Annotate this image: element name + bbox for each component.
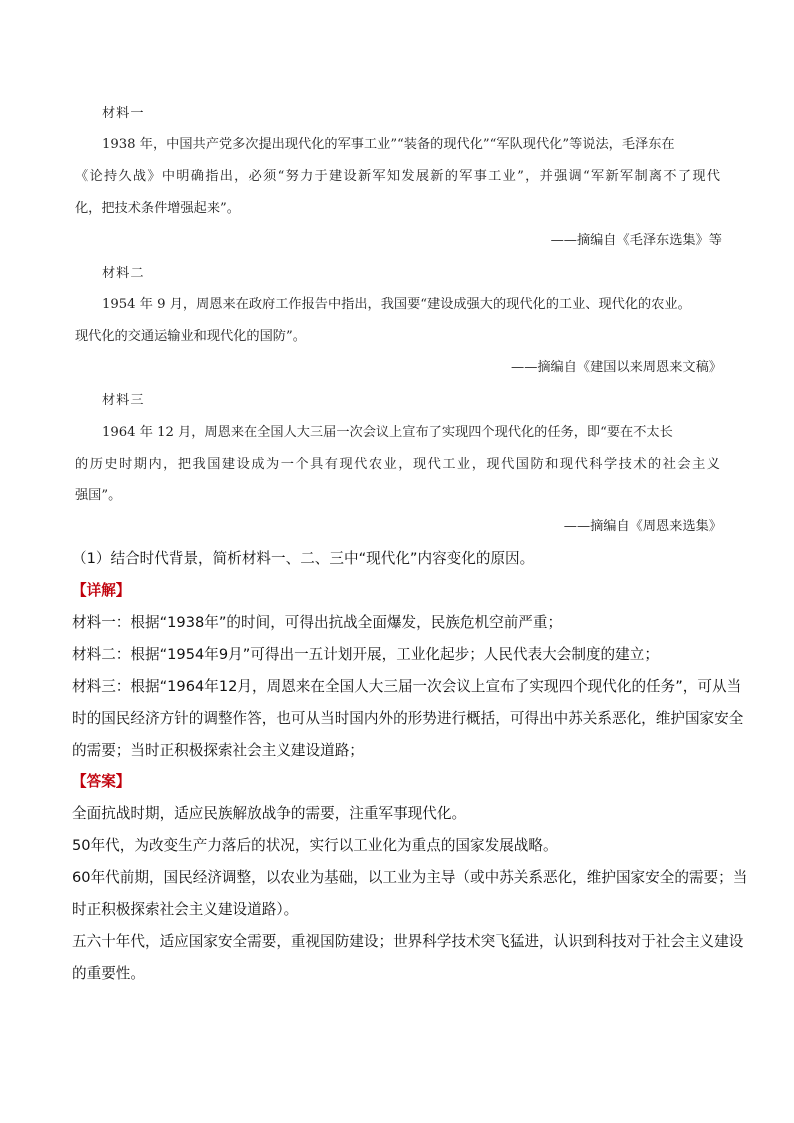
question-text: （1）结合时代背景，简析材料一、二、三中“现代化”内容变化的原因。: [72, 550, 535, 567]
material1-line-3: 化，把技术条件增强起来”。: [75, 201, 240, 216]
material3-line-3: 强国”。: [75, 488, 122, 503]
answer-line-3: 60年代前期，国民经济调整，以农业为基础，以工业为主导（或中苏关系恶化，维护国家安全的需要；当: [72, 869, 748, 886]
material1-line-1: 1938 年，中国共产党多次提出现代化的军事工业”“装备的现代化”“军队现代化”等说法，毛泽东在: [102, 137, 675, 152]
material2-citation: ——摘编自《建国以来周恩来文稿》: [511, 360, 722, 375]
material1-label: 材料一: [102, 106, 145, 121]
material3-citation: ——摘编自《周恩来选集》: [563, 519, 722, 534]
detail-line-2: 材料二：根据“1954年9月”可得出一五计划开展，工业化起步；人民代表大会制度的建立；: [72, 646, 659, 663]
material1-citation: ——摘编自《毛泽东选集》等: [550, 233, 722, 248]
detail-line-3: 材料三：根据“1964年12月，周恩来在全国人大三届一次会议上宣布了实现四个现代化的任务”，可从当: [72, 678, 742, 695]
detail-line-4: 时的国民经济方针的调整作答，也可从当时国内外的形势进行概括，可得出中苏关系恶化，维护国家安全: [72, 710, 744, 727]
answer-line-6: 的重要性。: [72, 965, 145, 982]
answer-line-2: 50年代，为改变生产力落后的状况，实行以工业化为重点的国家发展战略。: [72, 837, 558, 854]
material1-line-2: 《论持久战》中明确指出，必须“努力于建设新军知发展新的军事工业”，并强调“军新军制离不了现代: [75, 169, 720, 184]
material2-line-1: 1954 年 9 月，周恩来在政府工作报告中指出，我国要“建设成强大的现代化的工业、现代化的农业。: [102, 297, 691, 312]
material3-line-2: 的历史时期内，把我国建设成为一个具有现代农业，现代工业，现代国防和现代科学技术的社会主义: [75, 457, 720, 472]
answer-line-4: 时正积极探索社会主义建设道路）。: [72, 901, 299, 918]
detail-line-5: 的需要；当时正积极探索社会主义建设道路；: [72, 742, 364, 759]
answer-line-5: 五六十年代，适应国家安全需要，重视国防建设；世界科学技术突飞猛进，认识到科技对于社会主义建设: [72, 933, 744, 950]
material2-line-2: 现代化的交通运输业和现代化的国防”。: [75, 329, 306, 344]
answer-line-1: 全面抗战时期，适应民族解放战争的需要，注重军事现代化。: [72, 805, 467, 822]
material2-label: 材料二: [102, 266, 145, 281]
material3-line-1: 1964 年 12 月，周恩来在全国人大三届一次会议上宣布了实现四个现代化的任务，即“要在不太长: [102, 425, 673, 440]
material3-label: 材料三: [102, 393, 145, 408]
detail-tag: 【详解】: [72, 582, 131, 599]
answer-tag: 【答案】: [72, 773, 131, 790]
detail-line-1: 材料一：根据“1938年”的时间，可得出抗战全面爆发，民族危机空前严重；: [72, 614, 563, 631]
